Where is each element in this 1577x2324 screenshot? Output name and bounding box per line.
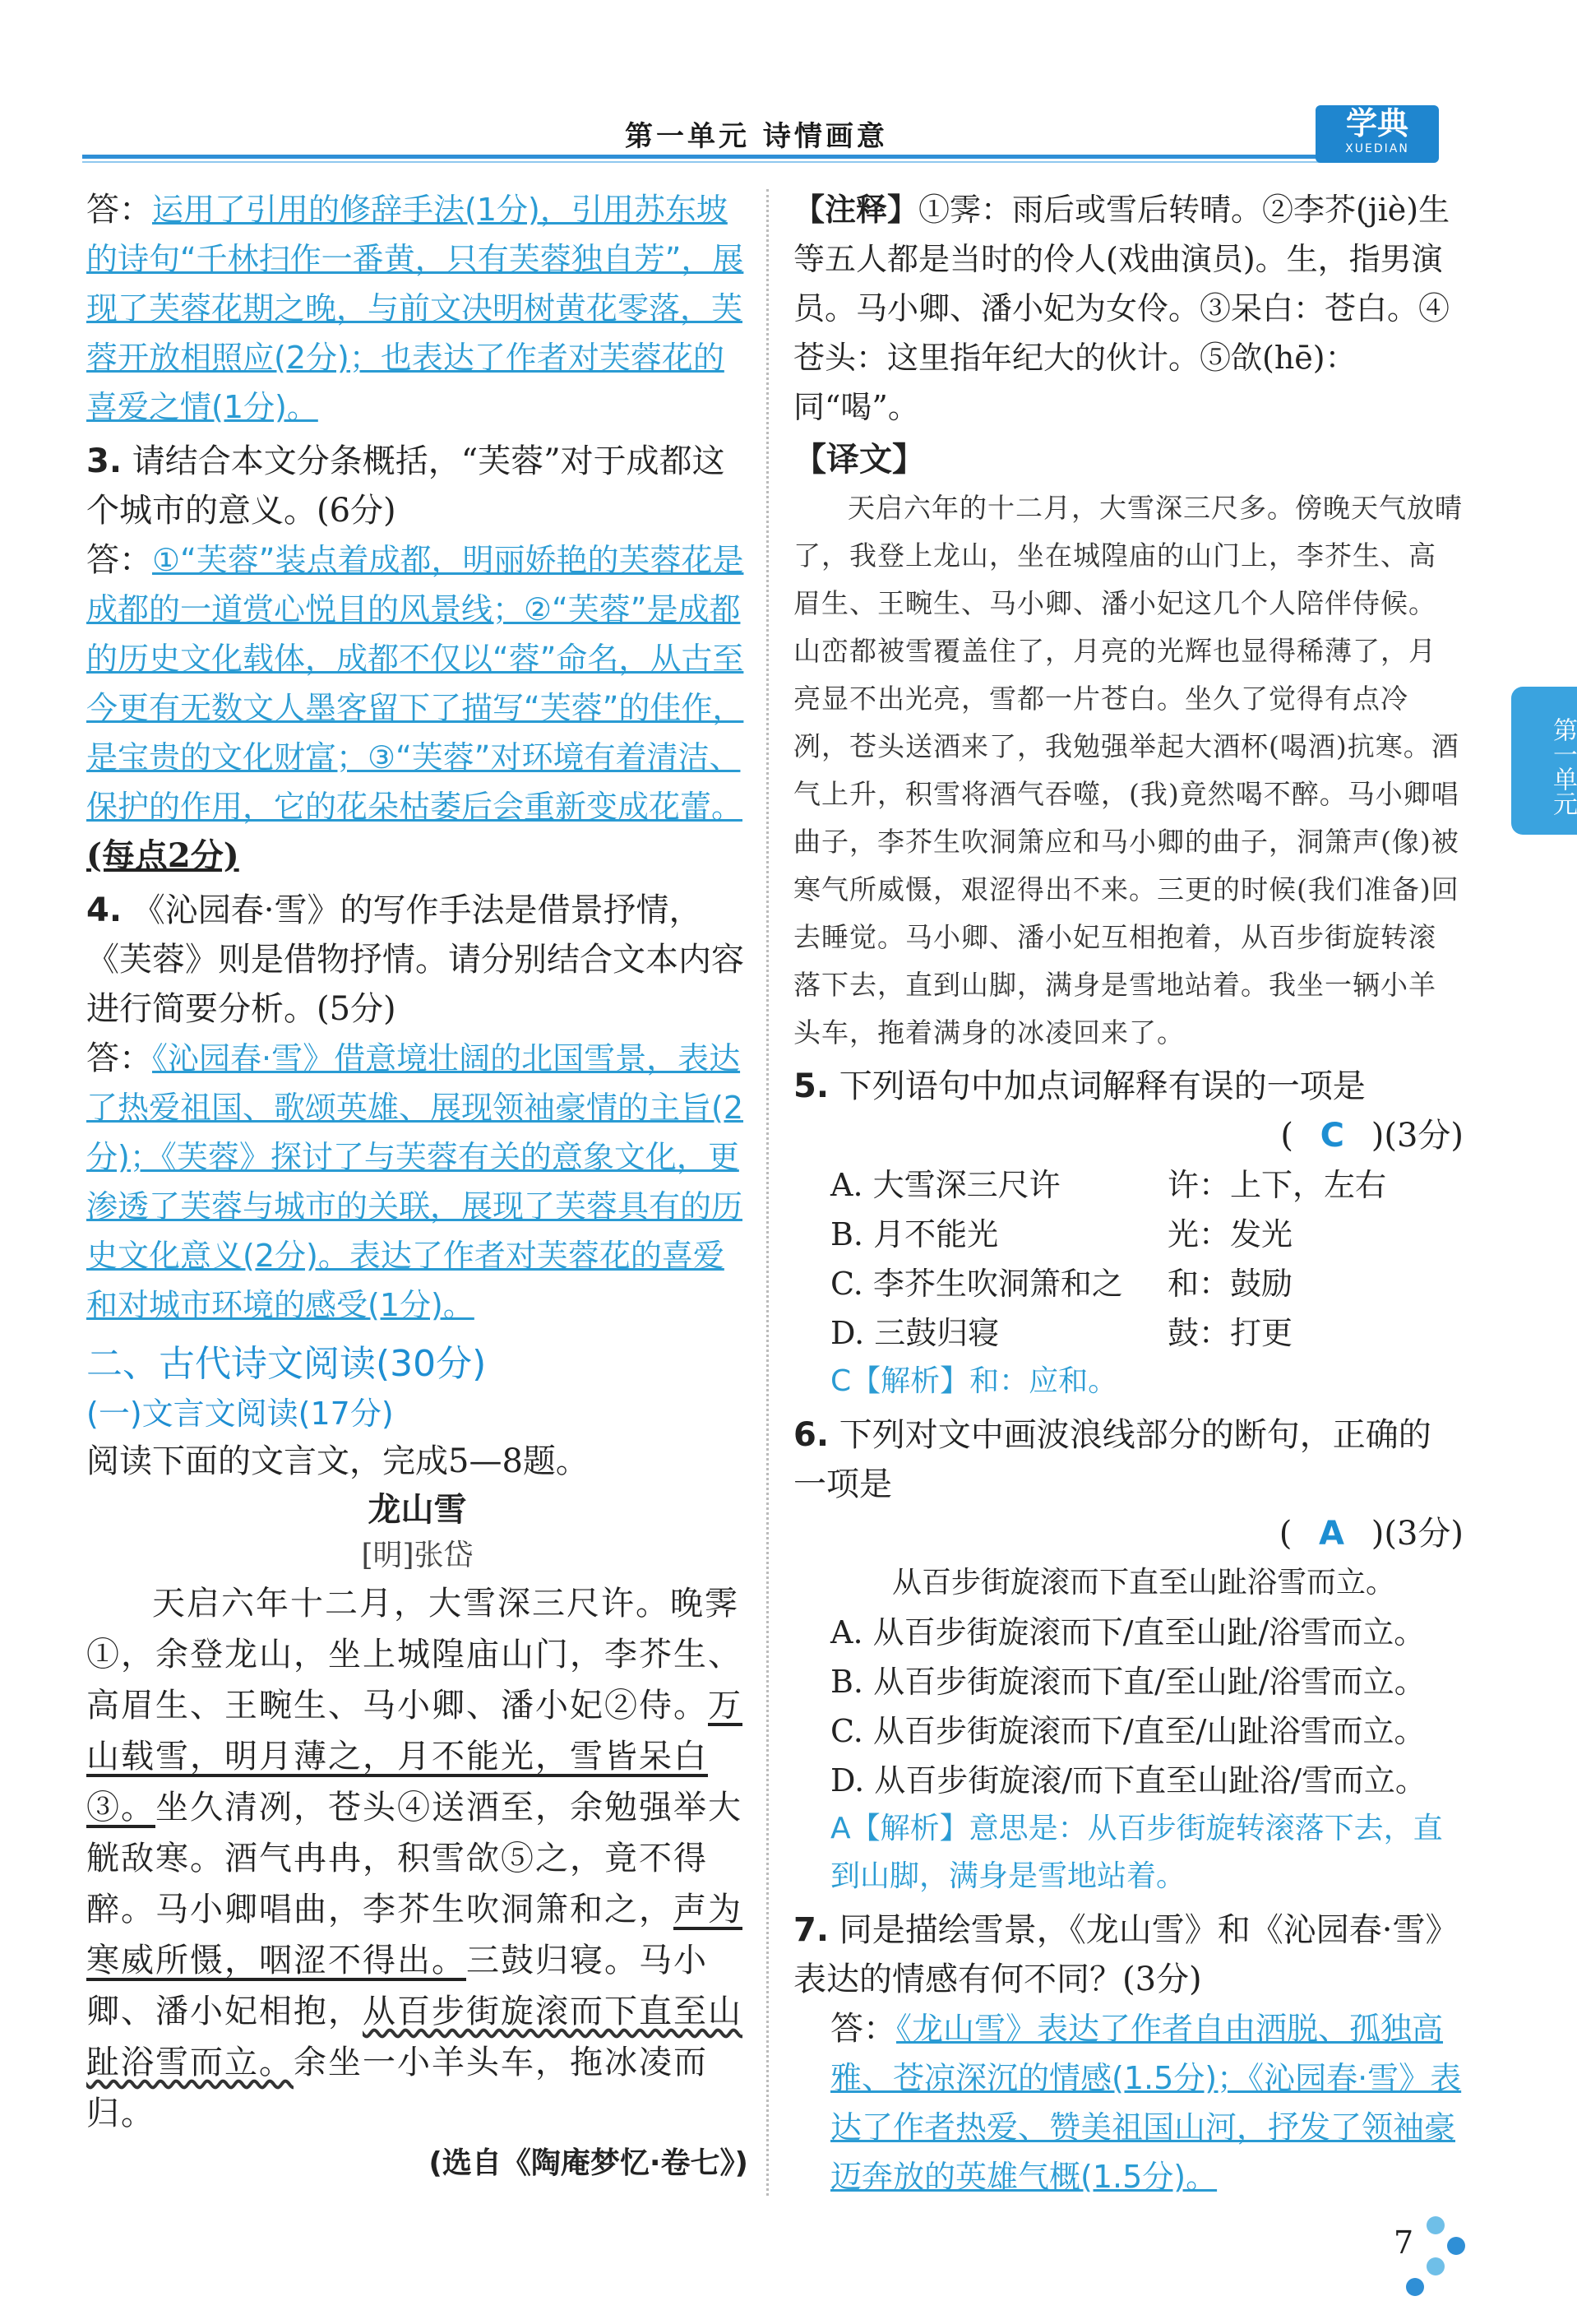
question-score: )(3分) (1371, 1117, 1464, 1155)
passage-title: 龙山雪 (368, 1491, 467, 1529)
option-line: D. 从百步街旋滚/而下直至山趾浴/雪而立。 (830, 1762, 1427, 1799)
passage-author: [明]张岱 (361, 1539, 474, 1572)
option-line: C. 从百步街旋滚而下/直至/山趾浴雪而立。 (830, 1713, 1426, 1749)
q6-quote: 从百步街旋滚而下直至山趾浴雪而立。 (892, 1566, 1396, 1599)
q7-answer (793, 2004, 1464, 2201)
blank-answer: C (1320, 1117, 1345, 1155)
question-number: 5. (793, 1067, 830, 1105)
passage-underlined: 万山载雪，明月薄之，月不能光，雪皆呆白③。 (86, 1687, 742, 1826)
q6-analysis: A【解析】意思是：从百步街旋转滚落下去，直到山脚，满身是雪地站着。 (830, 1812, 1443, 1893)
option-sentence: C. 李芥生吹洞箫和之 (830, 1266, 1123, 1302)
translation-heading: 【译文】 (793, 441, 925, 479)
decor-dot (1427, 2257, 1445, 2275)
answer-text: 《龙山雪》表达了作者自由洒脱、孤独高雅、苍凉深沉的情感(1.5分)；《沁园春·雪》表达了作者热爱、赞美祖国山河，抒发了领袖豪迈奔放的英雄气概(1.5分)。 (830, 2011, 1462, 2195)
passage-segment: 余坐一小羊头车，拖冰凌而归。 (86, 2044, 708, 2132)
question-7 (793, 1905, 1464, 2004)
q3-answer (86, 535, 748, 881)
column-divider (766, 189, 769, 2196)
question-number: 4. (86, 891, 123, 929)
decor-dot (1406, 2278, 1424, 2296)
answer-lead: 答： (830, 2010, 896, 2048)
option-gloss: 许：上下，左右 (1168, 1167, 1387, 1203)
left-column (86, 185, 748, 2188)
answer-text: ①“芙蓉”装点着成都，明丽娇艳的芙蓉花是成都的一道赏心悦目的风景线；②“芙蓉”是成都的历史文化载体，成都不仅以“蓉”命名，从古至今更有无数文人墨客留下了描写“芙蓉”的佳作，是宝贵的文化财富；③“芙蓉”对环境有着清洁、保护的作用，它的花朵枯萎后会重新变成花蕾。 (86, 542, 744, 825)
q2-answer (86, 185, 748, 432)
question-text: 下列对文中画波浪线部分的断句，正确的一项是 (793, 1416, 1431, 1503)
question-text: 《沁园春·雪》的写作手法是借景抒情，《芙蓉》则是借物抒情。请分别结合文本内容进行简要分析。(5分) (86, 891, 744, 1028)
option-sentence: D. 三鼓归寝 (830, 1315, 1000, 1351)
annotations (793, 185, 1464, 432)
option-line: A. 从百步街旋滚而下/直至山趾/浴雪而立。 (830, 1614, 1426, 1650)
decor-dot (1447, 2237, 1465, 2255)
page-header (82, 99, 1447, 164)
q6-answer-blank (793, 1509, 1464, 1558)
q5-answer-blank (793, 1111, 1464, 1160)
annotations-heading: 【注释】 (793, 192, 919, 228)
reading-instruction: 阅读下面的文言文，完成5—8题。 (86, 1442, 589, 1480)
question-text: 请结合本文分条概括，“芙蓉”对于成都这个城市的意义。(6分) (86, 442, 725, 530)
unit-side-tab: 第一单元 (1511, 687, 1577, 835)
answer-lead: 答： (86, 541, 152, 579)
option-row (793, 1259, 1464, 1308)
question-number: 6. (793, 1416, 830, 1454)
right-column (793, 185, 1464, 2201)
blank-open: ( (1280, 1117, 1293, 1155)
q5-options (793, 1160, 1464, 1358)
answer-text: 运用了引用的修辞手法(1分)，引用苏东坡的诗句“千林扫作一番黄，只有芙蓉独自芳”，展现了芙蓉花期之晚，与前文决明树黄花零落，芙蓉开放相照应(2分)；也表达了作者对芙蓉花的喜爱之情(1分)。 (86, 192, 744, 425)
question-6 (793, 1410, 1464, 1509)
option-sentence: B. 月不能光 (830, 1216, 999, 1252)
passage-segment: 三鼓归寝。马小卿、潘小妃相抱， (86, 1942, 708, 2030)
option-gloss: 和：鼓励 (1168, 1266, 1293, 1302)
option-row (793, 1210, 1464, 1259)
q4-answer (86, 1034, 748, 1330)
passage-segment: 坐久清冽，苍头④送酒至，余勉强举大觥敌寒。酒气冉冉，积雪欱⑤之，竟不得醉。马小卿唱曲，李芥生吹洞箫和之， (86, 1789, 742, 1928)
option-sentence: A. 大雪深三尺许 (830, 1167, 1061, 1203)
passage-underlined: 声为寒威所慑，咽涩不得出。 (86, 1891, 742, 1979)
answer-lead: 答： (86, 1039, 152, 1077)
section-title: 二、古代诗文阅读(30分) (86, 1343, 487, 1385)
logo-subtext: XUEDIAN (1345, 142, 1409, 155)
passage-source: (选自《陶庵梦忆·卷七》) (428, 2146, 748, 2180)
answer-lead: 答： (86, 191, 152, 229)
option-line: B. 从百步街旋滚而下直/至山趾/浴雪而立。 (830, 1664, 1426, 1700)
translation-text: 天启六年的十二月，大雪深三尺多。傍晚天气放晴了，我登上龙山，坐在城隍庙的山门上，李芥生、高眉生、王畹生、马小卿、潘小妃这几个人陪伴侍候。山峦都被雪覆盖住了，月亮的光辉也显得稀薄了，月亮显不出光亮，雪都一片苍白。坐久了觉得有点冷冽，苍头送酒来了，我勉强举起大酒杯(喝酒)抗寒。酒气上升，积雪将酒气吞噬，(我)竟然喝不醉。马小卿唱曲子，李芥生吹洞箫应和马小卿的曲子，洞箫声(像)被寒气所威慑，艰涩得出不来。三更的时候(我们准备)回去睡觉。马小卿、潘小妃互相抱着，从百步街旋转滚落下去，直到山脚，满身是雪地站着。我坐一辆小羊头车，拖着满身的冰凌回来了。 (793, 492, 1463, 1049)
page-number: 7 (1394, 2224, 1414, 2261)
option-row (793, 1160, 1464, 1210)
unit-title: 第一单元 诗情画意 (625, 120, 888, 153)
answer-score: (每点2分) (86, 836, 239, 875)
option-gloss: 鼓：打更 (1168, 1315, 1293, 1351)
question-5 (793, 1062, 1464, 1111)
brand-logo (1316, 105, 1439, 163)
passage-wavy-underline: 从百步街旋滚而下直至山趾浴雪而立。 (86, 1993, 742, 2081)
question-4 (86, 886, 748, 1034)
question-text: 下列语句中加点词解释有误的一项是 (839, 1067, 1366, 1105)
logo-text: 学典 (1345, 105, 1408, 141)
blank-open: ( (1279, 1515, 1293, 1553)
subsection-title: (一)文言文阅读(17分) (86, 1396, 394, 1432)
blank-answer: A (1319, 1515, 1345, 1553)
q5-analysis: C【解析】和：应和。 (830, 1364, 1118, 1398)
classical-passage (86, 1578, 748, 2139)
decor-dot (1427, 2216, 1445, 2234)
question-number: 3. (86, 442, 123, 480)
annotations-text: ①霁：雨后或雪后转晴。②李芥(jiè)生等五人都是当时的伶人(戏曲演员)。生，指男演员。马小卿、潘小妃为女伶。③呆白：苍白。④苍头：这里指年纪大的伙计。⑤欱(hē)：同“喝”。 (793, 192, 1450, 425)
question-score: )(3分) (1371, 1515, 1464, 1553)
question-number: 7. (793, 1911, 830, 1949)
question-3 (86, 437, 748, 535)
passage-segment: 天启六年十二月，大雪深三尺许。晚霁①，余登龙山，坐上城隍庙山门，李芥生、高眉生、王畹生、马小卿、潘小妃②侍。 (86, 1585, 742, 1724)
option-row (793, 1308, 1464, 1358)
header-rule-thin (82, 161, 1348, 163)
answer-text: 《沁园春·雪》借意境壮阔的北国雪景，表达了热爱祖国、歌颂英雄、展现领袖豪情的主旨(2分)；《芙蓉》探讨了与芙蓉有关的意象文化，更渗透了芙蓉与城市的关联，展现了芙蓉具有的历史文化意义(2分)。表达了作者对芙蓉花的喜爱和对城市环境的感受(1分)。 (86, 1040, 744, 1323)
question-text: 同是描绘雪景，《龙山雪》和《沁园春·雪》表达的情感有何不同？(3分) (793, 1911, 1459, 1998)
option-gloss: 光：发光 (1168, 1216, 1293, 1252)
header-rule (82, 155, 1348, 159)
